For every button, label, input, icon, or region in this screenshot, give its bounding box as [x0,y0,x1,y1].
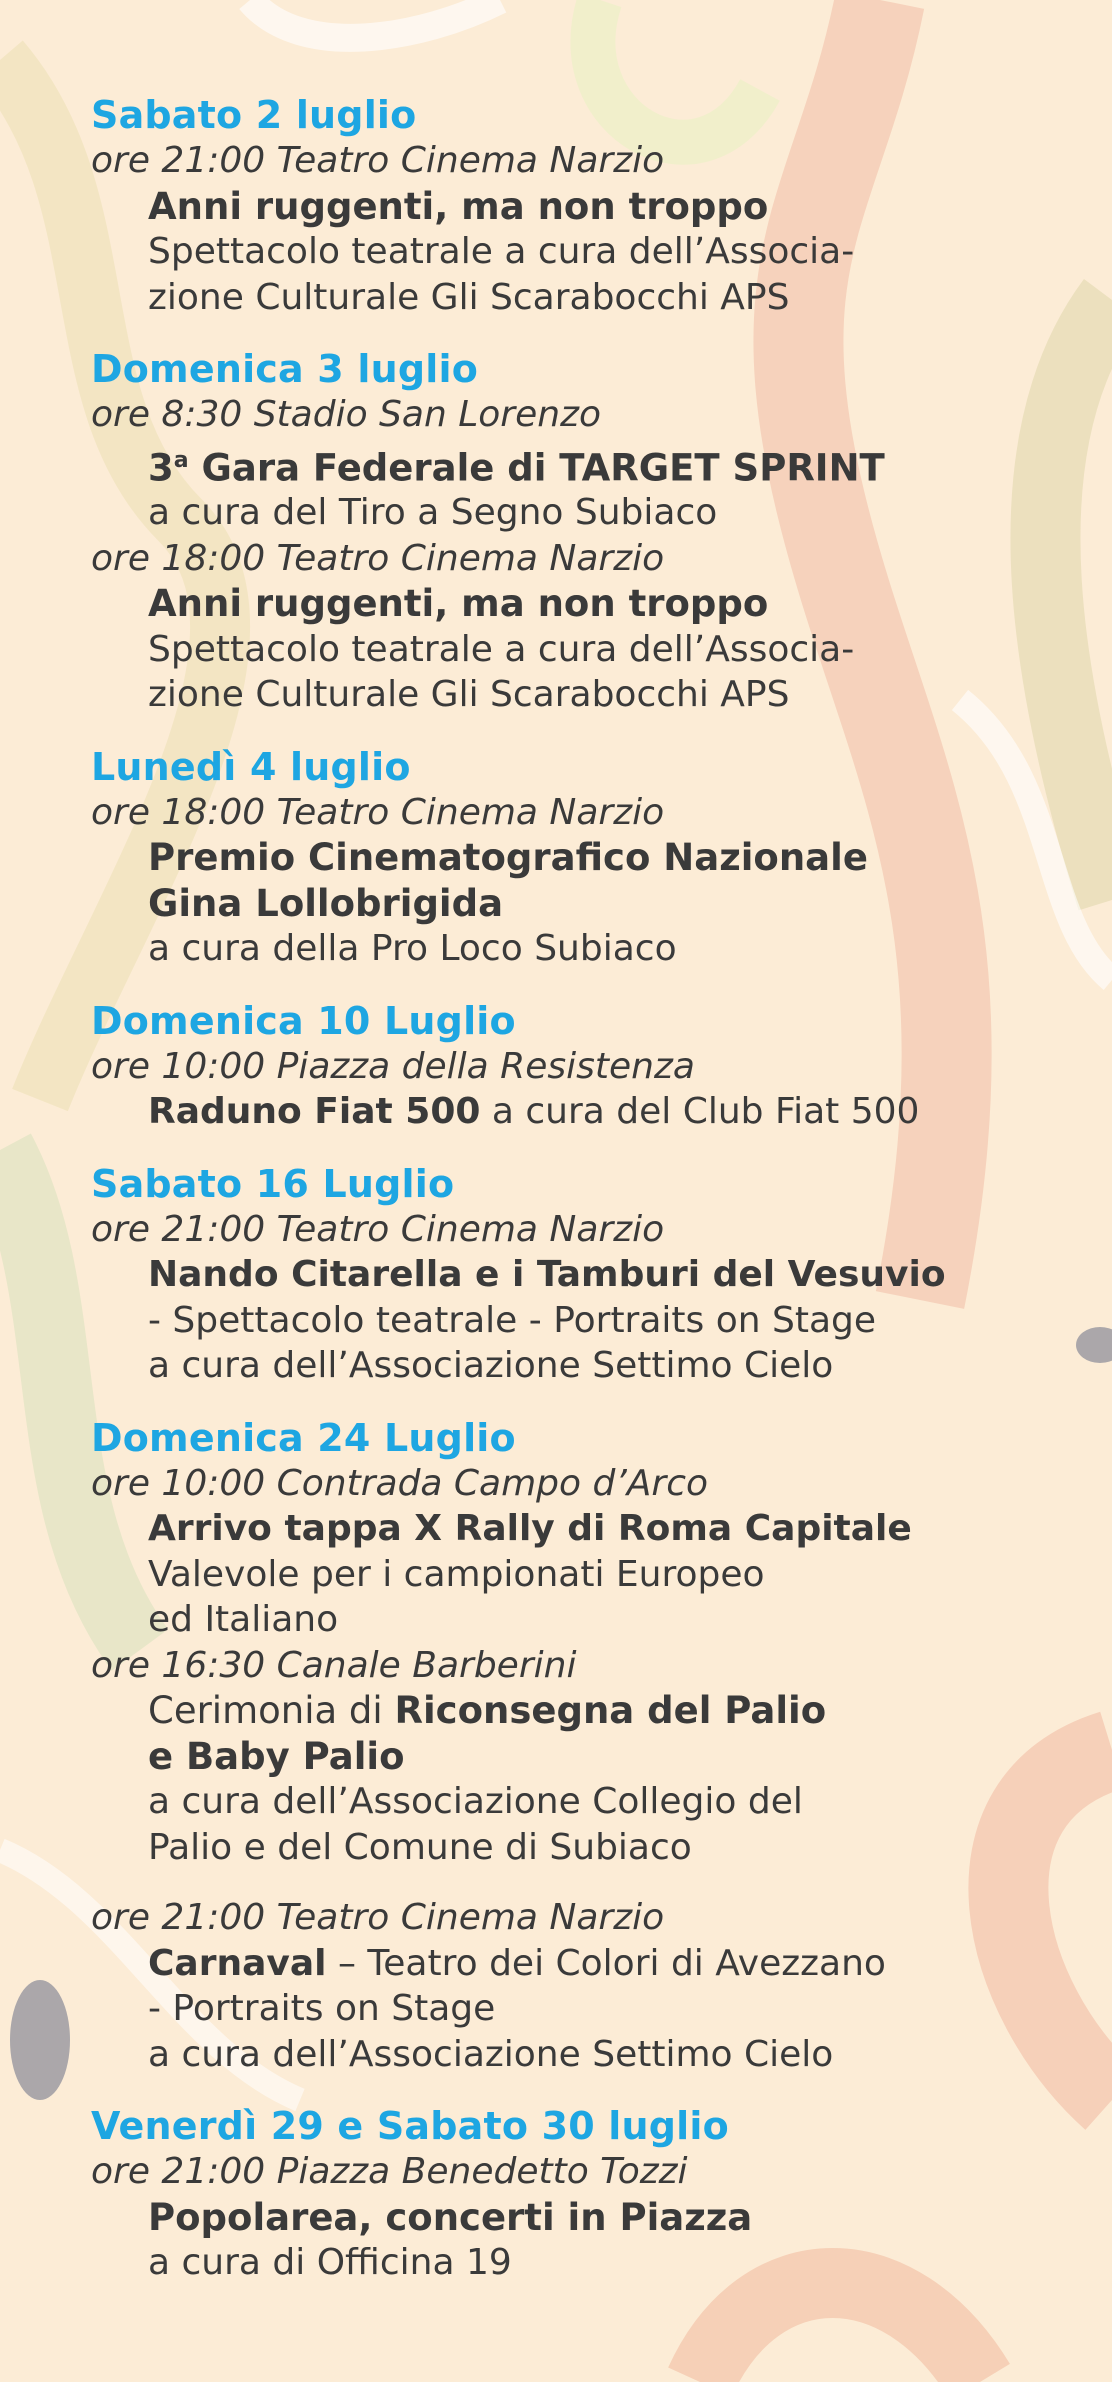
event-title-superscript: a [173,447,189,473]
event-schedule [91,92,1091,2312]
day-block [91,346,1091,718]
day-block [91,1161,1091,1389]
event-title-bold: Riconsegna del Palio [394,1689,827,1733]
event-title: Gina Lollobrigida [148,881,504,925]
event-time: ore 21:00 Teatro Cinema Narzio [91,1208,665,1250]
event-description: a cura di Officina 19 [148,2242,512,2284]
day-title: Domenica 3 luglio [91,347,478,391]
day-title: Venerdì 29 e Sabato 30 luglio [91,2104,729,2149]
event-description: Spettacolo teatrale a cura dell’Associa- [148,628,855,670]
day-title: Domenica 24 Luglio [91,1415,516,1460]
spacer [91,1870,1091,1895]
event-description: zione Culturale Gli Scarabocchi APS [148,674,790,716]
event-line [91,1089,1091,1135]
event-title-text: Gara Federale di TARGET SPRINT [188,445,885,489]
event-title [91,438,1091,491]
event-description: Palio e del Comune di Subiaco [148,1826,692,1868]
day-title: Sabato 16 Luglio [91,1161,455,1206]
day-title: Domenica 10 Luglio [91,998,516,1043]
day-block [91,998,1091,1135]
event-description: a cura dell’Associazione Settimo Cielo [148,2033,834,2075]
day-block [91,2103,1091,2286]
event-title: Premio Cinematografico Nazionale [148,836,868,880]
event-description: a cura del Tiro a Segno Subiaco [148,492,718,534]
event-time: ore 18:00 Teatro Cinema Narzio [91,791,665,833]
event-title-number: 3 [148,445,174,489]
event-description: Valevole per i campionati Europeo [148,1553,765,1595]
event-title-prefix: Cerimonia di [148,1689,395,1733]
event-title: Raduno Fiat 500 [148,1091,481,1133]
event-description: a cura dell’Associazione Collegio del [148,1781,803,1823]
event-time: ore 10:00 Contrada Campo d’Arco [91,1462,709,1504]
event-description: zione Culturale Gli Scarabocchi APS [148,276,790,318]
event-description: – Teatro dei Colori di Avezzano [326,1942,886,1984]
event-time: ore 21:00 Teatro Cinema Narzio [91,1897,665,1939]
day-title: Lunedì 4 luglio [91,744,411,789]
day-title: Sabato 2 luglio [91,93,417,137]
event-description: a cura del Club Fiat 500 [480,1091,920,1133]
event-description: ed Italiano [148,1599,339,1641]
event-time: ore 21:00 Piazza Benedetto Tozzi [91,2151,688,2193]
event-title: Arrivo tappa X Rally di Roma Capitale [148,1508,912,1550]
event-title [91,1688,1091,1734]
event-description: a cura dell’Associazione Settimo Cielo [148,1345,834,1387]
event-time: ore 18:00 Teatro Cinema Narzio [91,537,665,579]
event-title: e Baby Palio [148,1734,405,1778]
event-time: ore 21:00 Teatro Cinema Narzio [91,140,665,181]
day-block [91,744,1091,972]
event-time: ore 8:30 Stadio San Lorenzo [91,394,601,435]
day-block [91,1415,1091,2078]
event-title: Nando Citarella e i Tamburi del Vesuvio [148,1254,946,1296]
event-line [91,1941,1091,1987]
event-title: Carnaval [148,1942,327,1984]
event-title: Anni ruggenti, ma non troppo [148,184,769,228]
day-block [91,92,1091,320]
event-title: Popolarea, concerti in Piazza [148,2195,753,2239]
event-description: Spettacolo teatrale a cura dell’Associa- [148,231,855,272]
event-description: a cura della Pro Loco Subiaco [148,928,677,970]
event-time: ore 16:30 Canale Barberini [91,1644,577,1686]
event-time: ore 10:00 Piazza della Resistenza [91,1045,695,1087]
event-description: - Portraits on Stage [148,1988,496,2030]
event-description: - Spettacolo teatrale - Portraits on Stage [148,1299,877,1341]
event-title: Anni ruggenti, ma non troppo [148,582,769,626]
